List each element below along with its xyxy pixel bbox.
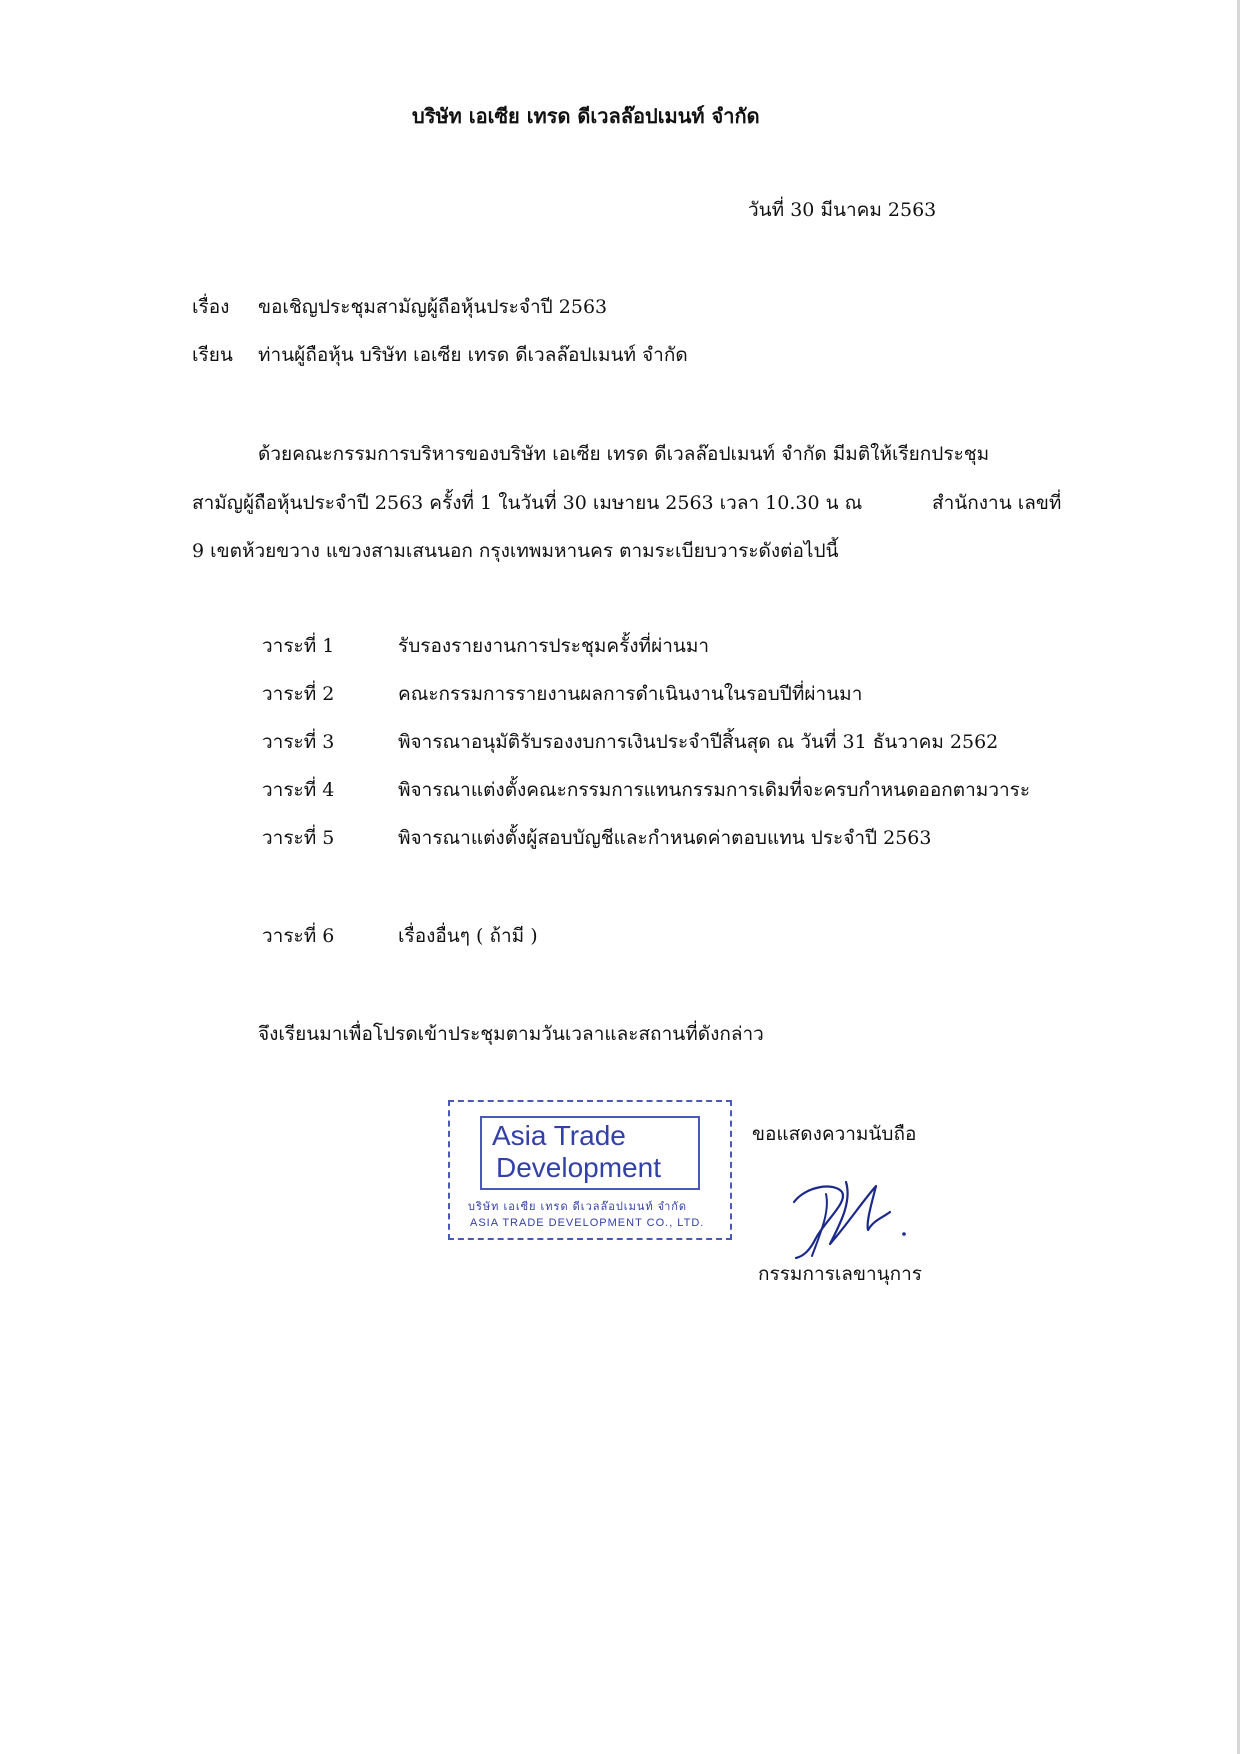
body-line-3: 9 เขตห้วยขวาง แขวงสามเสนนอก กรุงเทพมหานคร ตามระเบียบวาระดังต่อไปนี้	[192, 540, 839, 562]
agenda-label: วาระที่ 6	[262, 925, 335, 947]
recipient-label: เรียน	[192, 344, 233, 366]
subject-label: เรื่อง	[192, 296, 230, 318]
subject-text: ขอเชิญประชุมสามัญผู้ถือหุ้นประจำปี 2563	[258, 296, 608, 318]
signer-title: กรรมการเลขานุการ	[758, 1263, 922, 1285]
recipient-text: ท่านผู้ถือหุ้น บริษัท เอเซีย เทรด ดีเวลล๊อปเมนท์ จำกัด	[258, 344, 688, 366]
stamp-line-2: Development	[496, 1152, 661, 1183]
stamp-line-1: Asia Trade	[492, 1120, 626, 1151]
regards-text: ขอแสดงความนับถือ	[752, 1123, 917, 1145]
closing-text: จึงเรียนมาเพื่อโปรดเข้าประชุมตามวันเวลาและสถานที่ดังกล่าว	[258, 1023, 764, 1045]
body-line-2-tail: สำนักงาน เลขที่	[932, 492, 1062, 514]
agenda-label: วาระที่ 3	[262, 731, 335, 753]
agenda-label: วาระที่ 5	[262, 827, 335, 849]
letter-date: วันที่ 30 มีนาคม 2563	[748, 199, 937, 221]
agenda-text: พิจารณาแต่งตั้งคณะกรรมการแทนกรรมการเดิมที่จะครบกำหนดออกตามวาระ	[398, 779, 1031, 801]
body-line-1: ด้วยคณะกรรมการบริหารของบริษัท เอเซีย เทรด ดีเวลล๊อปเมนท์ จำกัด มีมติให้เรียกประชุม	[258, 443, 990, 465]
company-title: บริษัท เอเซีย เทรด ดีเวลล๊อปเมนท์ จำกัด	[412, 104, 760, 128]
stamp-frame	[480, 1116, 700, 1190]
agenda-label: วาระที่ 1	[262, 635, 335, 657]
agenda-text: พิจารณาแต่งตั้งผู้สอบบัญชีและกำหนดค่าตอบแทน ประจำปี 2563	[398, 827, 932, 849]
agenda-label: วาระที่ 4	[262, 779, 335, 801]
company-stamp	[448, 1100, 732, 1240]
stamp-small-thai: บริษัท เอเซีย เทรด ดีเวลล๊อปเมนท์ จำกัด	[468, 1201, 688, 1213]
agenda-label: วาระที่ 2	[262, 683, 335, 705]
signature	[786, 1172, 916, 1262]
stamp-small-en: ASIA TRADE DEVELOPMENT CO., LTD.	[470, 1217, 705, 1229]
body-line-2: สามัญผู้ถือหุ้นประจำปี 2563 ครั้งที่ 1 ในวันที่ 30 เมษายน 2563 เวลา 10.30 น ณ	[192, 492, 863, 514]
agenda-text: พิจารณาอนุมัติรับรองงบการเงินประจำปีสิ้นสุด ณ วันที่ 31 ธันวาคม 2562	[398, 731, 999, 753]
agenda-text: คณะกรรมการรายงานผลการดำเนินงานในรอบปีที่ผ่านมา	[398, 683, 863, 705]
agenda-text: รับรองรายงานการประชุมครั้งที่ผ่านมา	[398, 635, 710, 657]
agenda-text: เรื่องอื่นๆ ( ถ้ามี )	[398, 925, 538, 947]
